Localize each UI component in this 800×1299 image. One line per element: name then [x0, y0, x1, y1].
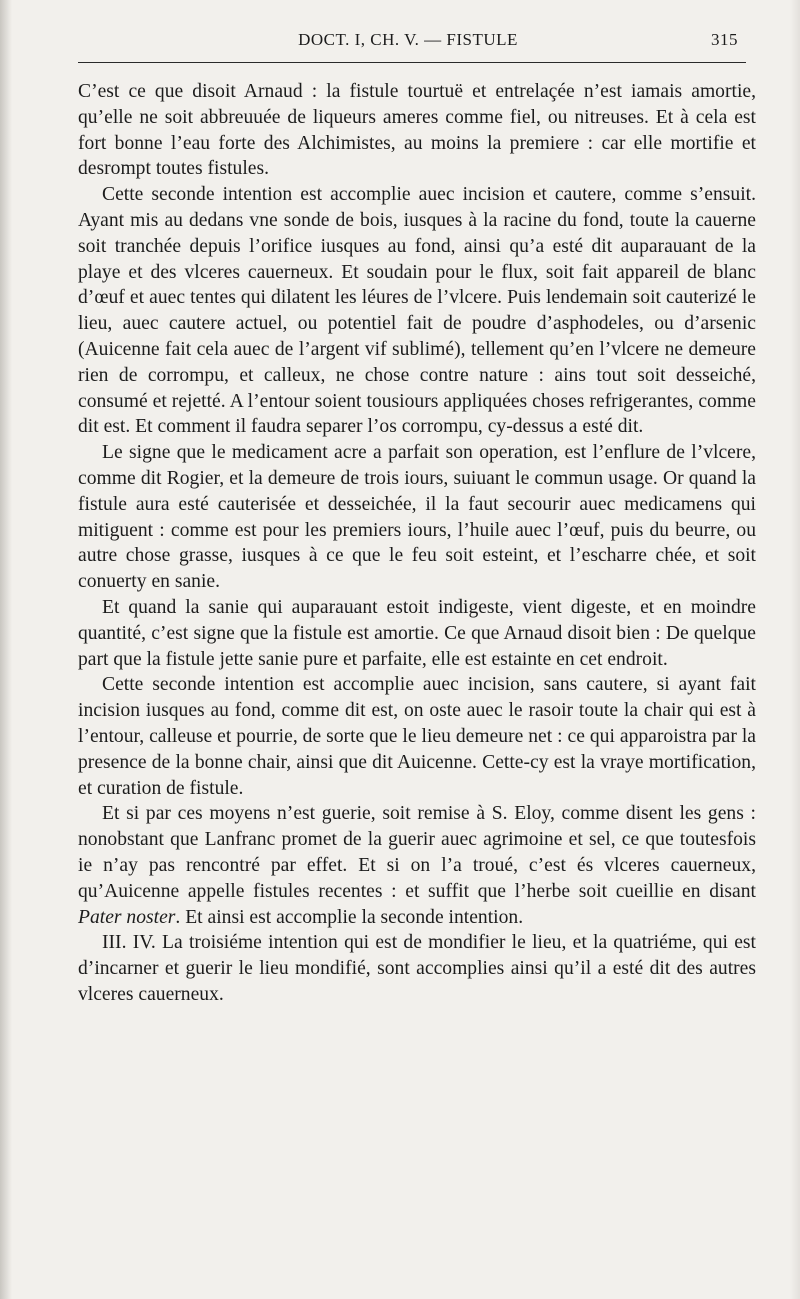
paragraph: Et quand la sanie qui auparauant estoit indigeste, vient digeste, et en moindre quantité, c’est signe que la fistule est amortie. Ce que Arnaud disoit bien : De quelque part que la fistule jette sanie pure et parfaite, elle est estainte en cet endroit.: [78, 596, 756, 670]
running-head: [78, 30, 738, 54]
page-number: 315: [711, 30, 738, 49]
paragraph: Le signe que le medicament acre a parfait son operation, est l’enflure de l’vlcere, comme dit Rogier, et la demeure de trois iours, suiuant le commun usage. Or quand la fistule aura esté cauterisée et desseichée, il la faut secourir auec medicamens qui mitiguent : comme est pour les premiers iours, l’huile auec l’œuf, puis du beurre, ou autre chose grasse, iusques à ce que le feu soit esteint, et l’escharre chée, et soit conuerty en sanie.: [78, 442, 756, 593]
italic-phrase: Pater noster: [78, 906, 176, 928]
paragraph-text-end: . Et ainsi est accomplie la seconde intention.: [175, 906, 524, 928]
page-edge-shadow: [790, 0, 800, 1299]
header-rule: [78, 62, 746, 63]
page-gutter-shadow: [0, 0, 12, 1299]
paragraph: Cette seconde intention est accomplie auec incision, sans cautere, si ayant fait incision iusques au fond, comme dit est, on oste auec le rasoir toute la chair qui est à l’entour, calleuse et pourrie, de sorte que le lieu demeure net : ce qui apparoistra par la presence de la bonne chair, ainsi que dit Auicenne. Cette-cy est la vraye mortification, et curation de fistule.: [78, 674, 756, 799]
paragraph: Cette seconde intention est accomplie auec incision et cautere, comme s’ensuit. Ayant mis au dedans vne sonde de bois, iusques à la racine du fond, toute la cauerne soit tranchée depuis l’orifice iusques au fond, ainsi qu’a esté dit auparauant de la playe et des vlceres cauerneux. Et soudain pour le flux, soit fait appareil de blanc d’œuf et auec tentes qui dilatent les léures de l’vlcere. Puis lendemain soit cauterizé le lieu, auec cautere actuel, ou potentiel fait de poudre d’asphodeles, ou d’arsenic (Auicenne fait cela auec de l’argent vif sublimé), tellement qu’en l’vlcere ne demeure rien de corrompu, et calleux, ne chose contre nature : ains tout soit desseiché, consumé et rejetté. A l’entour soient tousiours appliquées choses refrigerantes, comme dit est. Et comment il faudra separer l’os corrompu, cy-dessus a esté dit.: [78, 184, 756, 438]
paragraph: [78, 801, 756, 930]
paragraph-text: Et si par ces moyens n’est guerie, soit remise à S. Eloy, comme disent les gens : nonobstant que Lanfranc promet de la guerir auec agrimoine et sel, ce que toutesfois ie n’ay pas rencontré par effet. Et si on l’a troué, c’est és vlceres cauerneux, qu’Auicenne appelle fistules recentes : et suffit que l’herbe soit cueillie en disant: [78, 803, 756, 902]
paragraph: C’est ce que disoit Arnaud : la fistule tourtuë et entrelaçée n’est iamais amortie, qu’elle ne soit abbreuuée de liqueurs ameres comme fiel, ou nitreuses. Et à cela est fort bonne l’eau forte des Alchimistes, au moins la premiere : car elle mortifie et desrompt toutes fistules.: [78, 81, 756, 180]
running-head-title: DOCT. I, CH. V. — FISTULE: [298, 30, 518, 49]
text-body: [78, 79, 756, 1008]
paragraph: III. IV. La troisiéme intention qui est de mondifier le lieu, et la quatriéme, qui est d’incarner et guerir le lieu mondifié, sont accomplies ainsi qu’il a esté dit des autres vlceres cauerneux.: [78, 932, 756, 1005]
